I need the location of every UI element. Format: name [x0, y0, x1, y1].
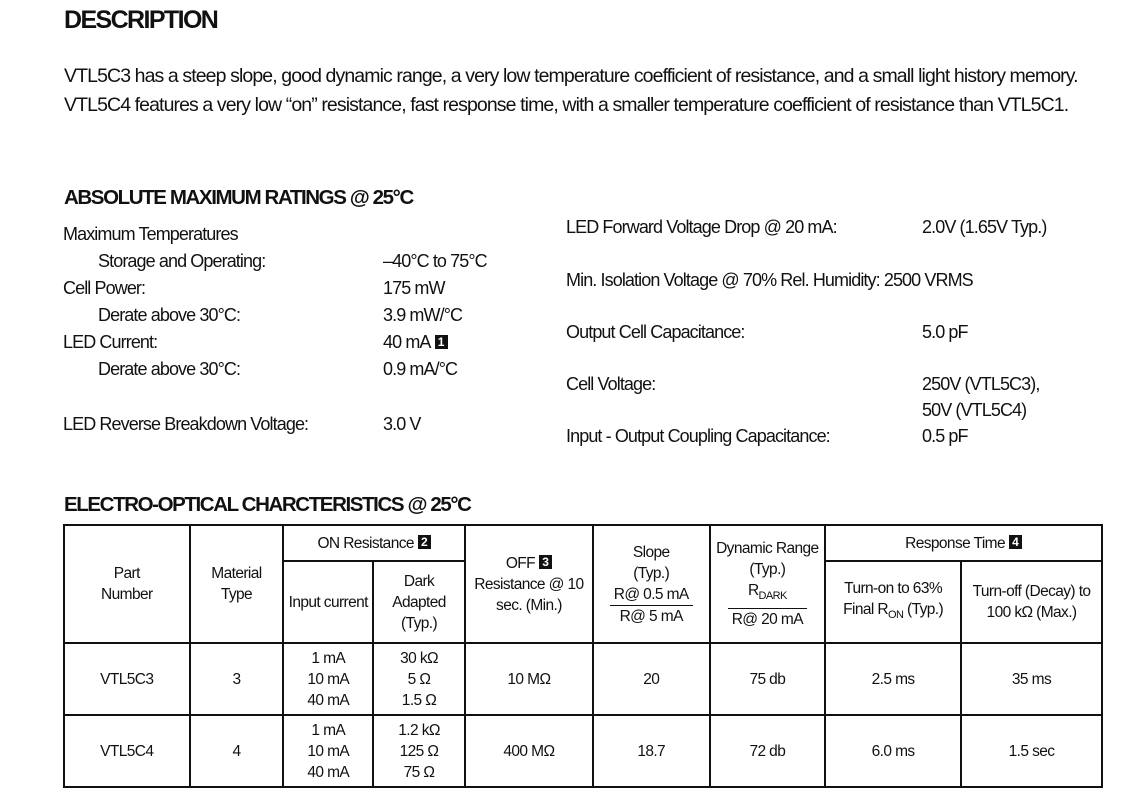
rating-value: 40 mA [383, 332, 431, 352]
header-turn-on: Turn-on to 63% Final $R_{ON}$ (Typ.) [825, 561, 961, 643]
rating-label: Input - Output Coupling Capacitance: [566, 426, 830, 446]
cell-material: 3 [190, 643, 284, 715]
cell-dark-adapted: 30 kΩ 5 Ω 1.5 Ω [373, 643, 465, 715]
header-slope: Slope (Typ.) $\frac{R@ 0.5 mA}{R@ 5 mA}$ [593, 525, 710, 643]
rating-value: 5.0 pF [922, 322, 968, 342]
rating-label: LED Current: [63, 332, 158, 352]
rating-label: LED Forward Voltage Drop @ 20 mA: [566, 217, 837, 237]
rating-label: Output Cell Capacitance: [566, 322, 745, 342]
rating-value: 0.5 pF [922, 426, 968, 446]
cell-slope: 18.7 [593, 715, 710, 787]
description-heading: DESCRIPTION [64, 6, 218, 34]
header-material-type: Material Type [190, 525, 284, 643]
table-row [64, 715, 1102, 787]
cell-input-currents: 1 mA 10 mA 40 mA [283, 643, 373, 715]
description-text [64, 62, 1078, 120]
header-off-resistance: OFF 3 Resistance @ 10 sec. (Min.) [465, 525, 593, 643]
header-response-time: Response Time 4 [825, 525, 1102, 561]
cell-material: 4 [190, 715, 284, 787]
rating-label: Cell Power: [63, 278, 146, 298]
slope-fraction: $\frac{R@ 0.5 mA}{R@ 5 mA}$ [610, 584, 693, 627]
electro-optical-heading: ELECTRO-OPTICAL CHARCTERISTICS @ 25°C [64, 493, 471, 516]
rating-label: Maximum Temperatures [63, 224, 238, 244]
rating-label: Min. Isolation Voltage @ 70% Rel. Humidity: 2500 VRMS [566, 270, 973, 290]
note-badge: 3 [539, 555, 552, 569]
rating-value: 175 mW [383, 278, 445, 298]
cell-turn-on: 6.0 ms [825, 715, 961, 787]
header-on-resistance: ON Resistance 2 [283, 525, 465, 561]
rating-value-row [383, 332, 448, 353]
dynamic-fraction: $\frac{R_{DARK}}{R@ 20 mA}$ [728, 580, 807, 629]
note-badge: 2 [418, 535, 431, 549]
cell-turn-off: 35 ms [961, 643, 1102, 715]
rating-label: Derate above 30°C: [98, 305, 241, 325]
cell-off-resistance: 10 MΩ [465, 643, 593, 715]
cell-slope: 20 [593, 643, 710, 715]
electro-optical-table [63, 524, 1103, 788]
cell-turn-off: 1.5 sec [961, 715, 1102, 787]
header-dark-adapted: Dark Adapted (Typ.) [373, 561, 465, 643]
header-dynamic-range: Dynamic Range (Typ.) $\frac{R_{DARK}}{R@ 20 mA}$ [710, 525, 826, 643]
ratings-heading: ABSOLUTE MAXIMUM RATINGS @ 25°C [64, 186, 413, 209]
header-input-current: Input current [283, 561, 373, 643]
header-turn-off: Turn-off (Decay) to 100 kΩ (Max.) [961, 561, 1102, 643]
table-header-row [64, 525, 1102, 561]
table-row [64, 643, 1102, 715]
description-line-2: VTL5C4 features a very low “on” resistance, fast response time, with a smaller temperature coefficient of resistance than VTL5C1. [64, 94, 1069, 116]
cell-dark-adapted: 1.2 kΩ 125 Ω 75 Ω [373, 715, 465, 787]
cell-dynamic-range: 72 db [710, 715, 826, 787]
cell-part: VTL5C3 [64, 643, 190, 715]
rating-value: –40°C to 75°C [383, 251, 487, 271]
note-badge: 4 [1009, 535, 1022, 549]
rating-value: 3.0 V [383, 414, 421, 434]
cell-dynamic-range: 75 db [710, 643, 826, 715]
cell-turn-on: 2.5 ms [825, 643, 961, 715]
cell-off-resistance: 400 MΩ [465, 715, 593, 787]
cell-part: VTL5C4 [64, 715, 190, 787]
rating-label: LED Reverse Breakdown Voltage: [63, 414, 309, 434]
rating-value: 50V (VTL5C4) [922, 400, 1027, 420]
rating-value: 0.9 mA/°C [383, 359, 458, 379]
rating-label: Derate above 30°C: [98, 359, 241, 379]
note-badge: 1 [435, 335, 448, 349]
rating-value: 250V (VTL5C3), [922, 374, 1040, 394]
cell-input-currents: 1 mA 10 mA 40 mA [283, 715, 373, 787]
rating-value: 2.0V (1.65V Typ.) [922, 217, 1047, 237]
rating-label: Storage and Operating: [98, 251, 266, 271]
header-part-number: Part Number [64, 525, 190, 643]
description-line-1: VTL5C3 has a steep slope, good dynamic range, a very low temperature coefficient of resistance, and a small light history memory. [64, 65, 1078, 87]
rating-value: 3.9 mW/°C [383, 305, 463, 325]
rating-label: Cell Voltage: [566, 374, 656, 394]
